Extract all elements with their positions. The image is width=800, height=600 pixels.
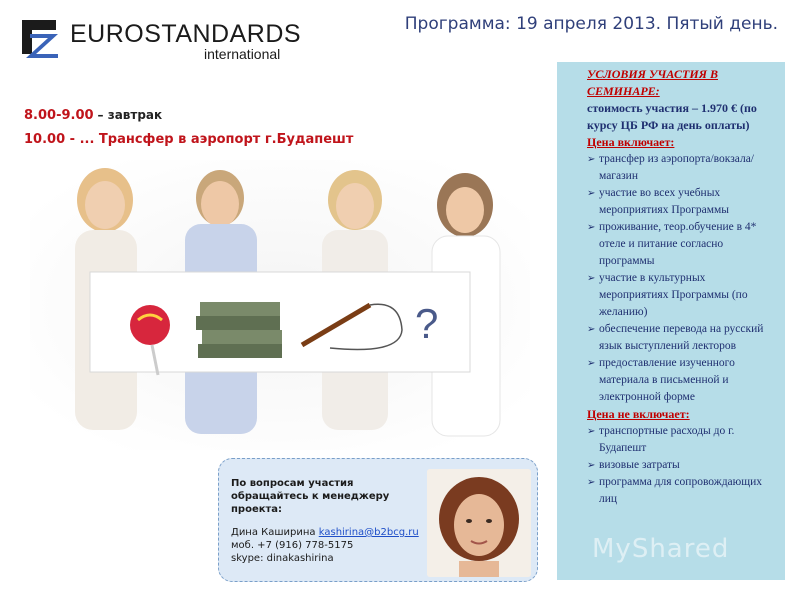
- schedule-text: – завтрак: [97, 108, 163, 122]
- arrow-bullet-icon: ➢: [587, 324, 596, 335]
- excluded-item: ➢ транспортные расходы до г. Будапешт: [587, 425, 735, 454]
- arrow-bullet-icon: ➢: [587, 154, 596, 165]
- logo-mark-icon: [16, 14, 62, 60]
- arrow-bullet-icon: ➢: [587, 477, 596, 488]
- arrow-bullet-icon: ➢: [587, 222, 596, 233]
- conditions-panel: [557, 62, 785, 580]
- company-logo: [16, 14, 302, 62]
- arrow-bullet-icon: ➢: [587, 188, 596, 199]
- contact-email-link[interactable]: kashirina@b2bcg.ru: [318, 527, 419, 538]
- schedule-item-transfer: 10.00 - ... Трансфер в аэропорт г.Будапешт: [24, 132, 354, 147]
- question-mark-icon: ?: [415, 300, 439, 347]
- excluded-item: ➢ визовые затраты: [587, 457, 775, 474]
- included-item: ➢ обеспечение перевода на русский язык выступлений лекторов: [587, 323, 764, 352]
- team-photo: [30, 160, 530, 450]
- excluded-heading: Цена не включает:: [587, 407, 690, 421]
- avatar: [427, 469, 531, 577]
- page-title: Программа: 19 апреля 2013. Пятый день.: [404, 14, 778, 34]
- contact-phone: моб. +7 (916) 778-5175: [231, 540, 354, 551]
- included-item: ➢ участие в культурных мероприятиях Программы (по желанию): [587, 272, 748, 318]
- included-item: ➢ трансфер из аэропорта/вокзала/магазин: [587, 153, 755, 182]
- cost-text: стоимость участия – 1.970 € (по курсу ЦБ РФ на день оплаты): [587, 101, 757, 132]
- watermark: MyShared: [592, 534, 730, 564]
- contact-header: По вопросам участия обращайтесь к менеджеру проекта:: [231, 478, 390, 515]
- schedule-item-breakfast: [24, 108, 162, 123]
- logo-sub: international: [204, 46, 281, 62]
- contact-name-line: [231, 526, 431, 539]
- excluded-item: ➢ программа для сопровождающих лиц: [587, 476, 763, 505]
- arrow-bullet-icon: ➢: [587, 273, 596, 284]
- included-heading: Цена включает:: [587, 135, 675, 149]
- contact-box: [218, 458, 538, 582]
- conditions-heading: УСЛОВИЯ УЧАСТИЯ В СЕМИНАРЕ:: [587, 67, 718, 98]
- arrow-bullet-icon: ➢: [587, 460, 596, 471]
- money-stack-icon: [196, 302, 282, 358]
- arrow-bullet-icon: ➢: [587, 358, 596, 369]
- contact-text: [231, 477, 431, 565]
- included-item: ➢ участие во всех учебных мероприятиях Программы: [587, 187, 729, 216]
- included-item: ➢ предоставление изученного материала в письменной и электронной форме: [587, 357, 735, 403]
- contact-name: Дина Каширина: [231, 527, 316, 538]
- arrow-bullet-icon: ➢: [587, 426, 596, 437]
- included-item: ➢ проживание, теор.обучение в 4* отеле и питание согласно программы: [587, 221, 757, 267]
- logo-name: EUROSTANDARDS: [70, 20, 302, 48]
- schedule-time: 8.00-9.00: [24, 108, 94, 123]
- contact-skype: skype: dinakashirina: [231, 553, 334, 564]
